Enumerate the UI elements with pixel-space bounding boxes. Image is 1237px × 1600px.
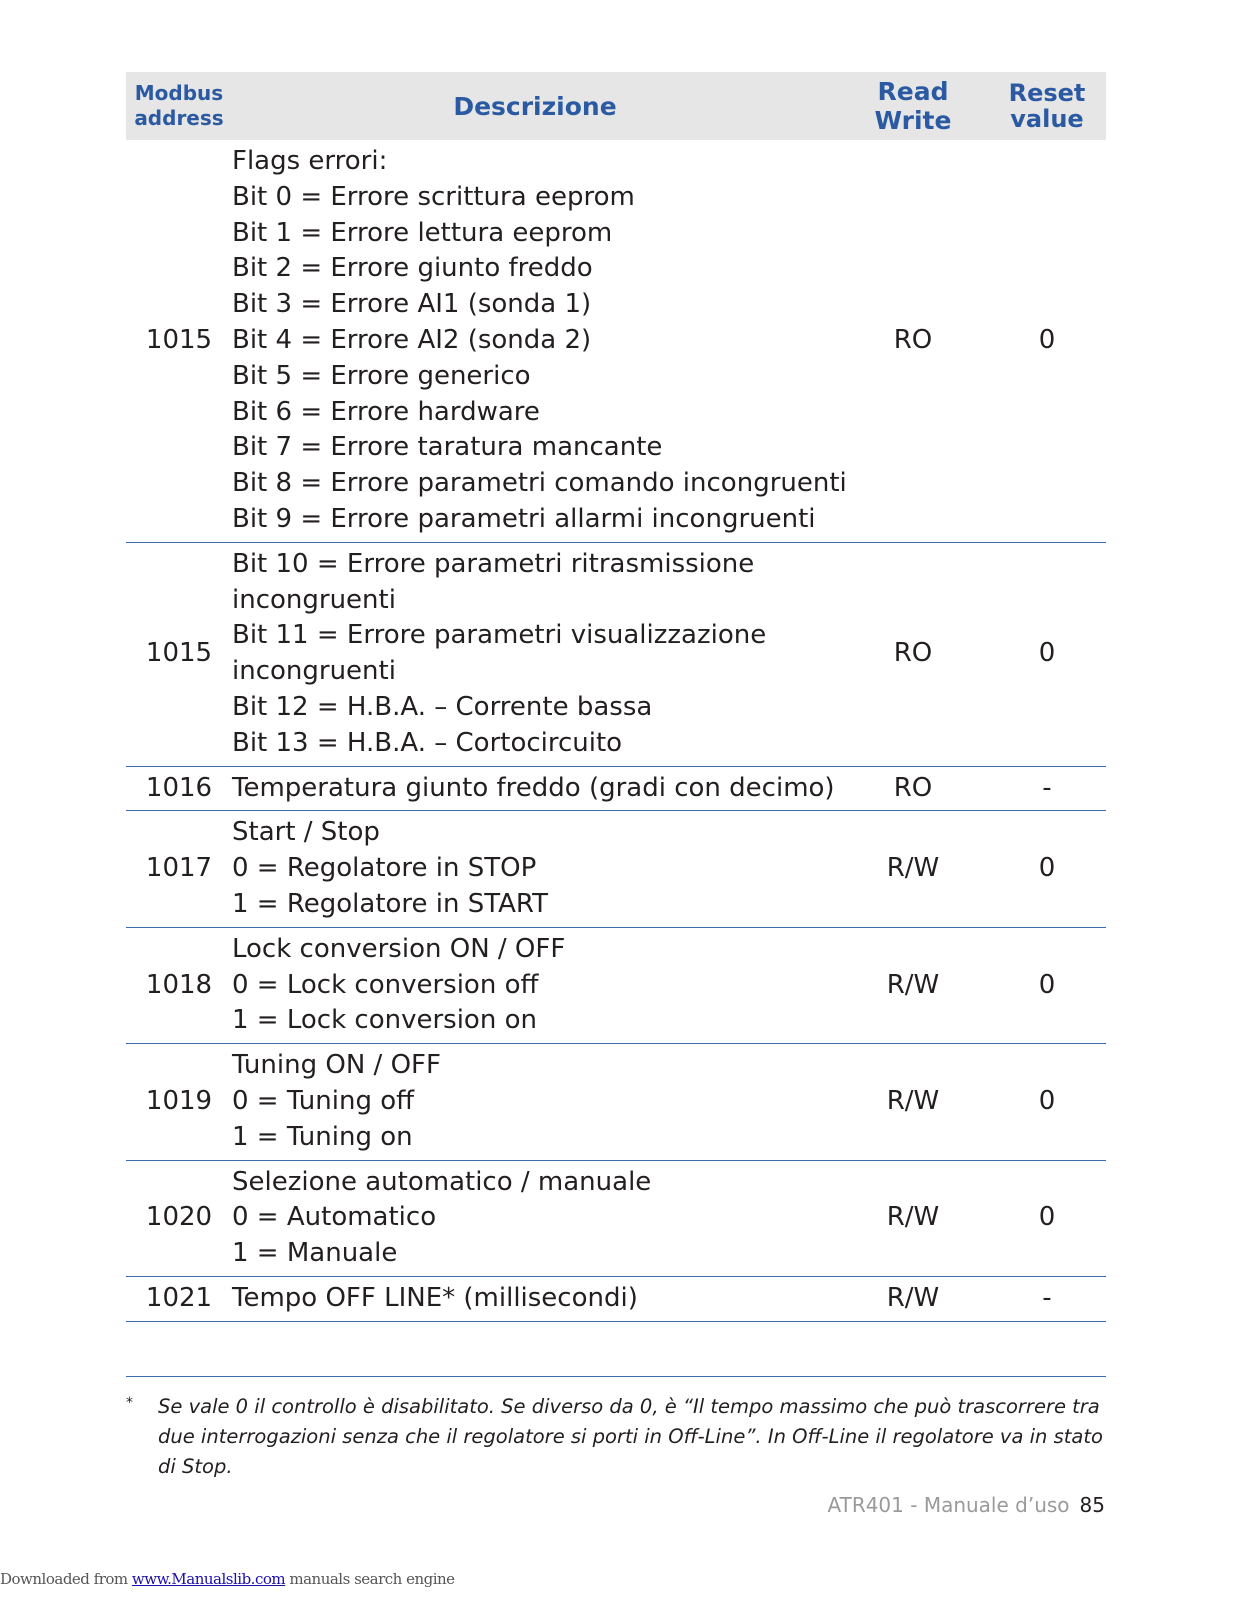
description-line: Bit 4 = Errore AI2 (sonda 2) bbox=[232, 324, 592, 355]
table-row bbox=[126, 543, 1106, 767]
cell-address: 1015 bbox=[145, 638, 213, 669]
header-reset-value: Reset value bbox=[1008, 79, 1086, 133]
table-row bbox=[126, 811, 1106, 927]
cell-description bbox=[232, 767, 838, 811]
description-line: Bit 9 = Errore parametri allarmi incongruenti bbox=[232, 503, 816, 534]
header-address: Modbus address bbox=[134, 81, 224, 130]
cell-address: 1015 bbox=[145, 324, 213, 355]
cell-read-write: R/W bbox=[886, 1202, 940, 1233]
description-line: Start / Stop bbox=[232, 817, 380, 848]
cell-reset-value: 0 bbox=[1038, 638, 1056, 669]
cell-read-write: R/W bbox=[886, 1085, 940, 1116]
download-suffix: manuals search engine bbox=[285, 1570, 455, 1588]
table-row bbox=[126, 928, 1106, 1044]
description-line: Bit 8 = Errore parametri comando incongruenti bbox=[232, 468, 847, 499]
cell-read-write: RO bbox=[893, 324, 933, 355]
description-line: Tempo OFF LINE* (millisecondi) bbox=[232, 1282, 638, 1313]
cell-read-write: R/W bbox=[886, 853, 940, 884]
description-line: 1 = Manuale bbox=[232, 1238, 398, 1269]
cell-reset-value: 0 bbox=[1038, 853, 1056, 884]
description-line: 1 = Lock conversion on bbox=[232, 1005, 537, 1036]
modbus-table bbox=[126, 72, 1106, 1322]
cell-read-write: RO bbox=[893, 772, 933, 803]
table-row bbox=[126, 1044, 1106, 1160]
footnote-marker: * bbox=[126, 1395, 133, 1411]
cell-read-write: RO bbox=[893, 638, 933, 669]
description-line: Bit 6 = Errore hardware bbox=[232, 396, 540, 427]
cell-description bbox=[232, 1161, 838, 1276]
description-line: incongruenti bbox=[232, 656, 396, 687]
description-line: Flags errori: bbox=[232, 146, 388, 176]
description-line: Bit 3 = Errore AI1 (sonda 1) bbox=[232, 289, 592, 320]
cell-reset-value: 0 bbox=[1038, 1085, 1056, 1116]
table-row bbox=[126, 140, 1106, 543]
download-banner bbox=[0, 1570, 455, 1588]
description-line: 1 = Regolatore in START bbox=[232, 888, 548, 919]
cell-description bbox=[232, 928, 838, 1043]
cell-reset-value: 0 bbox=[1038, 969, 1056, 1000]
table-row bbox=[126, 1277, 1106, 1322]
page-footer bbox=[827, 1493, 1105, 1517]
cell-address: 1016 bbox=[145, 772, 213, 803]
cell-reset-value: 0 bbox=[1038, 1202, 1056, 1233]
cell-read-write: R/W bbox=[886, 1282, 940, 1313]
cell-reset-value: - bbox=[1042, 772, 1052, 803]
page-number: 85 bbox=[1079, 1493, 1105, 1517]
cell-address: 1018 bbox=[145, 969, 213, 1000]
description-line: 0 = Automatico bbox=[232, 1202, 437, 1233]
description-line: Bit 7 = Errore taratura mancante bbox=[232, 432, 663, 463]
footnote-text: Se vale 0 il controllo è disabilitato. Se diverso da 0, è “Il tempo massimo che può trascorrere tra due interrogazioni senza che il regolatore si porti in Off-Line”. In Off-Line il regolatore va in stato di Stop. bbox=[158, 1395, 1103, 1478]
manual-title: ATR401 - Manuale d’uso bbox=[827, 1493, 1070, 1517]
description-line: Bit 2 = Errore giunto freddo bbox=[232, 253, 593, 284]
cell-reset-value: - bbox=[1042, 1282, 1052, 1313]
description-line: 1 = Tuning on bbox=[232, 1121, 413, 1152]
cell-description bbox=[232, 811, 838, 926]
cell-description bbox=[232, 543, 838, 766]
description-line: 0 = Tuning off bbox=[232, 1085, 415, 1116]
header-read-write: Read Write bbox=[874, 77, 952, 135]
table-row bbox=[126, 1161, 1106, 1277]
description-line: Tuning ON / OFF bbox=[232, 1050, 441, 1081]
cell-address: 1019 bbox=[145, 1085, 213, 1116]
description-line: Bit 12 = H.B.A. – Corrente bassa bbox=[232, 691, 653, 722]
cell-reset-value: 0 bbox=[1038, 324, 1056, 355]
cell-address: 1021 bbox=[145, 1282, 213, 1313]
manualslib-link[interactable]: www.Manualslib.com bbox=[131, 1570, 286, 1588]
description-line: Bit 10 = Errore parametri ritrasmissione bbox=[232, 548, 755, 579]
description-line: Bit 1 = Errore lettura eeprom bbox=[232, 217, 613, 248]
description-line: Bit 11 = Errore parametri visualizzazione bbox=[232, 620, 767, 651]
cell-read-write: R/W bbox=[886, 969, 940, 1000]
description-line: Bit 13 = H.B.A. – Cortocircuito bbox=[232, 727, 623, 758]
description-line: Lock conversion ON / OFF bbox=[232, 933, 566, 964]
description-line: incongruenti bbox=[232, 584, 396, 615]
cell-address: 1017 bbox=[145, 853, 213, 884]
table-header bbox=[126, 72, 1106, 140]
header-description: Descrizione bbox=[453, 91, 617, 121]
description-line: Selezione automatico / manuale bbox=[232, 1166, 652, 1197]
cell-description bbox=[232, 1277, 838, 1321]
description-line: Bit 0 = Errore scrittura eeprom bbox=[232, 181, 635, 212]
cell-address: 1020 bbox=[145, 1202, 213, 1233]
footnote bbox=[126, 1392, 1110, 1482]
description-line: 0 = Lock conversion off bbox=[232, 969, 539, 1000]
description-line: 0 = Regolatore in STOP bbox=[232, 853, 537, 884]
download-prefix: Downloaded from bbox=[0, 1570, 132, 1588]
cell-description bbox=[232, 140, 847, 542]
table-row bbox=[126, 767, 1106, 812]
table-body bbox=[126, 140, 1106, 1322]
cell-description bbox=[232, 1044, 838, 1159]
description-line: Bit 5 = Errore generico bbox=[232, 360, 531, 391]
description-line: Temperatura giunto freddo (gradi con decimo) bbox=[232, 772, 835, 803]
footnote-divider bbox=[126, 1376, 1106, 1377]
